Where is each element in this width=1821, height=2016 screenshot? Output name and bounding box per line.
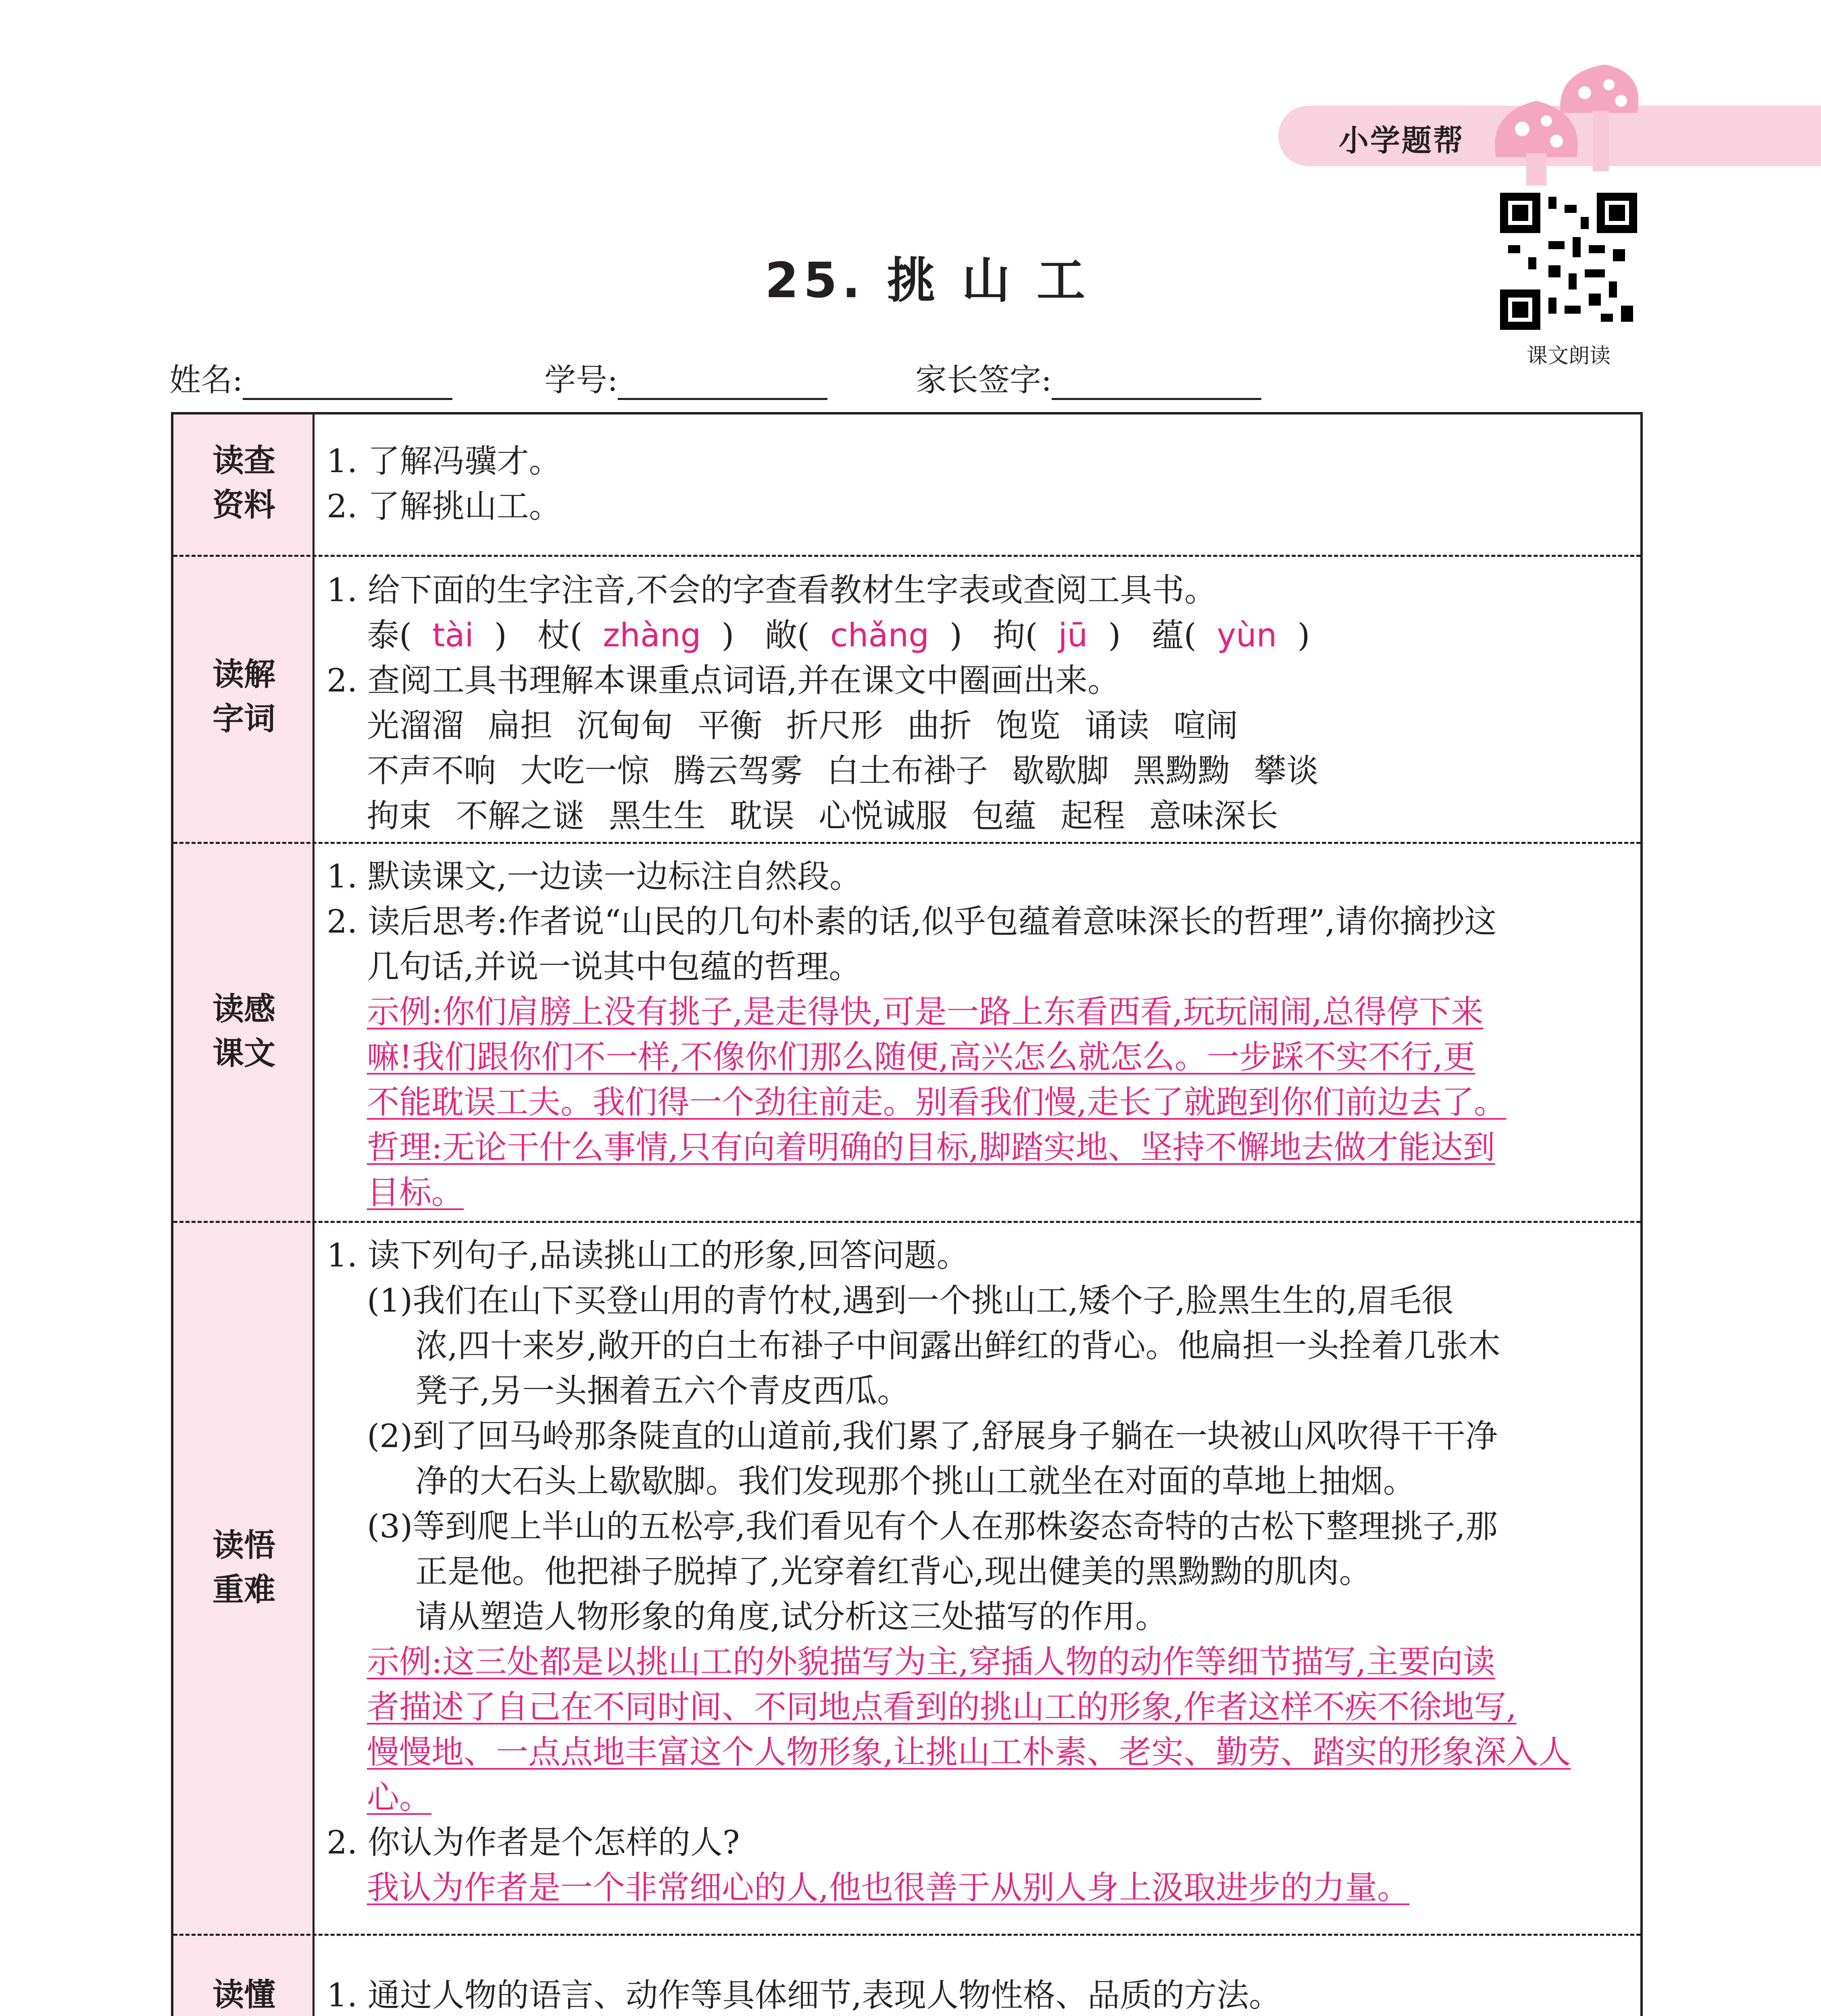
content-line: 1. 读下列句子,品读挑山工的形象,回答问题。	[327, 1237, 969, 1274]
char-item: 敞( chǎng )	[765, 616, 983, 654]
vocab-word: 起程	[1061, 797, 1125, 835]
parent-sign-label: 家长签字:	[915, 362, 1052, 398]
answer-line[interactable]: 我认为作者是一个非常细心的人,他也很善于从别人身上汲取进步的力量。	[367, 1869, 1410, 1906]
row-content-text	[327, 854, 1625, 1215]
content-line: 正是他。他把褂子脱掉了,光穿着红背心,现出健美的黑黝黝的肌肉。	[415, 1553, 1371, 1590]
row-label-line: 读感	[212, 991, 275, 1027]
name-field[interactable]	[169, 355, 452, 400]
name-label: 姓名:	[169, 362, 243, 398]
pinyin-answer[interactable]: jū	[1058, 616, 1088, 654]
row-label-line: 课文	[212, 1035, 275, 1072]
qr-caption: 课文朗读	[1526, 344, 1611, 368]
vocab-word: 意味深长	[1149, 797, 1278, 835]
answer-line[interactable]: 哲理:无论干什么事情,只有向着明确的目标,脚踏实地、坚持不懈地去做才能达到	[367, 1129, 1495, 1166]
row-label-vocab	[173, 652, 315, 741]
char: 敞	[765, 616, 797, 654]
row-label-difficulty	[173, 1523, 315, 1612]
vocab-word: 光溜溜	[367, 707, 464, 744]
row-label-line: 资料	[212, 487, 275, 523]
row-divider	[173, 1934, 1640, 1936]
row-label-line: 重难	[212, 1572, 275, 1608]
vocab-word: 攀谈	[1254, 752, 1319, 789]
char: 杖	[538, 616, 570, 654]
student-no-label: 学号:	[544, 362, 618, 398]
vocab-word: 不声不响	[367, 752, 496, 789]
parent-sign-blank[interactable]	[1052, 370, 1261, 400]
content-line: (1)我们在山下买登山用的青竹杖,遇到一个挑山工,矮个子,脸黑生生的,眉毛很	[367, 1282, 1454, 1319]
row-label-line: 字词	[212, 701, 275, 737]
row-label-method	[173, 1973, 315, 2016]
row-divider	[173, 555, 1640, 557]
word-row	[327, 703, 1625, 748]
row-label-line: 读查	[212, 443, 275, 479]
char: 泰	[367, 616, 399, 654]
row-label-line: 读悟	[212, 1527, 275, 1564]
brand-label: 小学题帮	[1339, 123, 1465, 158]
char-item: 蕴( yùn )	[1151, 616, 1310, 654]
vocab-word: 黑生生	[609, 797, 706, 835]
answer-line[interactable]: 示例:你们肩膀上没有挑子,是走得快,可是一路上东看西看,玩玩闹闹,总得停下来	[367, 993, 1483, 1031]
char: 蕴	[1151, 616, 1184, 654]
content-line: 凳子,另一头捆着五六个青皮西瓜。	[415, 1372, 910, 1410]
vocab-word: 腾云驾雾	[673, 752, 802, 789]
vocab-word: 诵读	[1085, 707, 1149, 744]
answer-line[interactable]: 不能耽误工夫。我们得一个劲往前走。别看我们慢,走长了就跑到你们前边去了。	[367, 1083, 1506, 1121]
parent-sign-field[interactable]	[915, 355, 1261, 400]
content-line: (2)到了回马岭那条陡直的山道前,我们累了,舒展身子躺在一块被山风吹得干干净	[367, 1417, 1498, 1455]
row-divider	[173, 1221, 1640, 1223]
answer-line[interactable]: 嘛!我们跟你们不一样,不像你们那么随便,高兴怎么就怎么。一步踩不实不行,更	[367, 1038, 1475, 1076]
char: 拘	[993, 616, 1025, 654]
content-line: 浓,四十来岁,敞开的白土布褂子中间露出鲜红的背心。他扁担一头拴着几张木	[415, 1327, 1500, 1364]
vocab-word: 沉甸甸	[577, 707, 673, 744]
vocab-word: 曲折	[907, 707, 972, 744]
pinyin-answer[interactable]: chǎng	[830, 616, 929, 654]
content-line: 净的大石头上歇歇脚。我们发现那个挑山工就坐在对面的草地上抽烟。	[415, 1462, 1415, 1500]
vocab-word: 扁担	[488, 707, 552, 744]
vocab-word: 折尺形	[786, 707, 883, 744]
row-label-line: 读解	[212, 656, 275, 693]
word-row	[327, 793, 1625, 839]
content-line: 2. 了解挑山工。	[327, 487, 561, 525]
row-label-text	[173, 987, 315, 1076]
vocab-word: 不解之谜	[456, 797, 585, 835]
char-item: 杖( zhàng )	[538, 616, 755, 654]
row-label-research	[173, 439, 315, 527]
vocab-word: 大吃一惊	[520, 752, 649, 789]
name-blank[interactable]	[243, 370, 452, 400]
preview-table	[171, 412, 1643, 2016]
student-no-blank[interactable]	[618, 370, 827, 400]
vocab-word: 平衡	[698, 707, 762, 744]
qr-code-icon[interactable]	[1500, 193, 1637, 330]
pinyin-answer[interactable]: tài	[432, 616, 474, 654]
vocab-word: 白土布褂子	[827, 752, 988, 789]
vocab-word: 饱览	[996, 707, 1061, 744]
content-line: 1. 默读课文,一边读一边标注自然段。	[327, 858, 862, 895]
answer-line[interactable]: 目标。	[367, 1174, 464, 1211]
row-content-method	[327, 1973, 1625, 2016]
char-item: 泰( tài )	[367, 616, 527, 654]
mushroom-icon	[1436, 56, 1645, 190]
vocab-word: 喧闹	[1173, 707, 1238, 744]
answer-line[interactable]: 示例:这三处都是以挑山工的外貌描写为主,穿插人物的动作等细节描写,主要向读	[367, 1643, 1495, 1681]
content-line: 几句话,并说一说其中包蕴的哲理。	[367, 948, 861, 985]
vocab-word: 黑黝黝	[1133, 752, 1230, 789]
row-divider	[173, 842, 1640, 844]
content-line: 1. 给下面的生字注音,不会的字查看教材生字表或查阅工具书。	[327, 571, 1217, 609]
answer-line[interactable]: 心。	[367, 1779, 431, 1816]
row-content-vocab	[327, 568, 1625, 839]
vocab-word: 包蕴	[972, 797, 1036, 835]
content-line: 2. 读后思考:作者说“山民的几句朴素的话,似乎包蕴着意味深长的哲理”,请你摘抄这	[327, 903, 1497, 940]
content-line: (3)等到爬上半山的五松亭,我们看见有个人在那株姿态奇特的古松下整理挑子,那	[367, 1508, 1498, 1545]
vocab-word: 拘束	[367, 797, 431, 835]
content-line: 1. 了解冯骥才。	[327, 442, 561, 480]
vocab-word: 歇歇脚	[1012, 752, 1109, 789]
content-line: 1. 通过人物的语言、动作等具体细节,表现人物性格、品质的方法。	[327, 1976, 1281, 2014]
pinyin-answer[interactable]: yùn	[1217, 616, 1277, 654]
pinyin-answer[interactable]: zhàng	[603, 616, 701, 654]
row-content-difficulty	[327, 1233, 1625, 1910]
vocab-word: 耽误	[730, 797, 794, 835]
content-line: 请从塑造人物形象的角度,试分析这三处描写的作用。	[415, 1598, 1168, 1635]
content-line: 2. 查阅工具书理解本课重点词语,并在课文中圈画出来。	[327, 662, 1120, 699]
student-info-row	[169, 355, 1460, 398]
content-line: 2. 你认为作者是个怎样的人?	[327, 1824, 740, 1861]
row-label-line: 读懂	[212, 1977, 275, 2013]
row-content-research	[327, 439, 1625, 529]
vocab-word: 心悦诚服	[819, 797, 948, 835]
char-item: 拘( jū )	[993, 616, 1142, 654]
answer-line[interactable]: 者描述了自己在不同时间、不同地点看到的挑山工的形象,作者这样不疾不徐地写,	[367, 1688, 1517, 1726]
page-title: 25. 挑 山 工	[765, 253, 1090, 309]
student-no-field[interactable]	[544, 355, 827, 400]
word-row	[327, 748, 1625, 793]
answer-line[interactable]: 慢慢地、一点点地丰富这个人物形象,让挑山工朴素、老实、勤劳、踏实的形象深入人	[367, 1733, 1571, 1771]
pinyin-row	[327, 613, 1625, 658]
